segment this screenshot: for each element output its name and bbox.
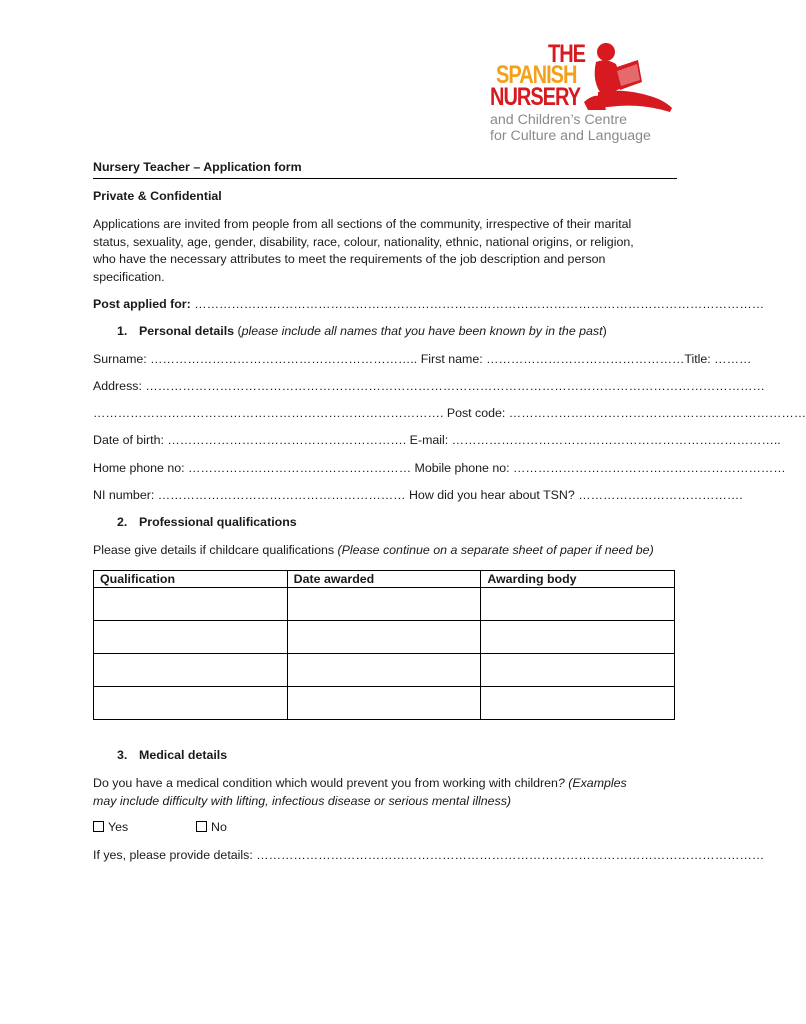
table-cell-date-awarded[interactable] bbox=[287, 588, 481, 621]
yes-option[interactable] bbox=[93, 820, 128, 834]
intro-line: Applications are invited from people from all sections of the community, irrespective of their marital bbox=[93, 217, 632, 231]
yes-label: Yes bbox=[108, 820, 129, 834]
section-number: 2. bbox=[117, 515, 128, 529]
section-number: 1. bbox=[117, 324, 128, 338]
medical-details-label: If yes, please provide details: bbox=[93, 848, 253, 862]
qualifications-instructions-note: (Please continue on a separate sheet of paper if need be) bbox=[337, 543, 654, 557]
section-note-close: ) bbox=[602, 324, 607, 338]
dob-email-row[interactable]: Date of birth: …………………………………………………. E-mail: …………………………………………………………………….. bbox=[93, 433, 781, 447]
logo-subtitle-line1: and Children’s Centre bbox=[490, 112, 627, 128]
intro-line: who have the necessary attributes to meet the requirements of the job description and person bbox=[93, 252, 606, 267]
section-medical-heading bbox=[117, 748, 227, 762]
column-header-date-awarded: Date awarded bbox=[287, 571, 481, 588]
qualifications-instructions-text: Please give details if childcare qualifications bbox=[93, 543, 338, 557]
table-cell-qualification[interactable] bbox=[94, 621, 288, 654]
section-title: Personal details bbox=[139, 324, 235, 338]
no-option[interactable] bbox=[196, 820, 227, 834]
address-postcode-row[interactable]: …………………………………………………………………………. Post code: ……………………………………………………………… bbox=[93, 406, 806, 420]
spanish-nursery-logo bbox=[488, 42, 678, 146]
intro-line: specification. bbox=[93, 269, 165, 284]
name-fields-row[interactable]: Surname: ……………………………………………………….. First name: …………………………………………Title: ……… bbox=[93, 352, 752, 366]
section-title: Professional qualifications bbox=[139, 515, 297, 529]
table-cell-awarding-body[interactable] bbox=[481, 588, 675, 621]
confidential-label: Private & Confidential bbox=[93, 189, 222, 203]
column-header-qualification: Qualification bbox=[94, 571, 288, 588]
medical-details-field[interactable] bbox=[93, 848, 765, 862]
table-cell-awarding-body[interactable] bbox=[481, 654, 675, 687]
ni-referral-row[interactable]: NI number: …………………………………………………… How did you hear about TSN? …………………………………. bbox=[93, 488, 743, 502]
column-header-awarding-body: Awarding body bbox=[481, 571, 675, 588]
table-cell-qualification[interactable] bbox=[94, 654, 288, 687]
table-row bbox=[94, 621, 675, 654]
post-applied-dots: ………………………………………………………………………………………………………………………… bbox=[190, 297, 765, 311]
no-label: No bbox=[211, 820, 227, 834]
post-applied-label: Post applied for: bbox=[93, 297, 191, 311]
address-field-line1[interactable]: Address: …………………………………………………………………………………………………………………………………… bbox=[93, 379, 765, 393]
medical-question bbox=[93, 775, 683, 810]
section-note-open: ( bbox=[234, 324, 242, 338]
intro-paragraph bbox=[93, 216, 683, 286]
table-cell-qualification[interactable] bbox=[94, 687, 288, 720]
table-cell-awarding-body[interactable] bbox=[481, 621, 675, 654]
table-row bbox=[94, 654, 675, 687]
table-cell-date-awarded[interactable] bbox=[287, 654, 481, 687]
post-applied-field[interactable] bbox=[93, 297, 765, 311]
child-reading-icon bbox=[584, 42, 676, 112]
table-cell-awarding-body[interactable] bbox=[481, 687, 675, 720]
logo-word-spanish: SPANISH bbox=[496, 61, 577, 90]
table-cell-qualification[interactable] bbox=[94, 588, 288, 621]
medical-question-examples: ? (Examples bbox=[557, 776, 627, 790]
qualifications-instructions bbox=[93, 543, 654, 557]
medical-question-line1 bbox=[93, 775, 683, 793]
title-divider bbox=[93, 178, 677, 179]
intro-line: status, sexuality, age, gender, disability, race, colour, nationality, ethnic, national origins, or religion, bbox=[93, 234, 634, 249]
form-title: Nursery Teacher – Application form bbox=[93, 160, 302, 174]
logo-word-the: THE bbox=[548, 40, 585, 69]
yes-checkbox[interactable] bbox=[93, 821, 104, 832]
table-cell-date-awarded[interactable] bbox=[287, 687, 481, 720]
section-personal-details-heading bbox=[117, 324, 607, 338]
table-row bbox=[94, 687, 675, 720]
logo-word-nursery: NURSERY bbox=[490, 83, 581, 112]
table-row bbox=[94, 588, 675, 621]
phone-fields-row[interactable]: Home phone no: ……………………………………………… Mobile phone no: ………………………………………………………… bbox=[93, 461, 786, 475]
logo-subtitle-line2: for Culture and Language bbox=[490, 128, 651, 144]
qualifications-table bbox=[93, 570, 675, 720]
section-number: 3. bbox=[117, 748, 128, 762]
section-title: Medical details bbox=[139, 748, 228, 762]
section-qualifications-heading bbox=[117, 515, 297, 529]
table-header-row bbox=[94, 571, 675, 588]
no-checkbox[interactable] bbox=[196, 821, 207, 832]
section-note: please include all names that you have been known by in the past bbox=[241, 324, 603, 338]
medical-question-text: Do you have a medical condition which would prevent you from working with children bbox=[93, 776, 558, 790]
medical-question-line2: may include difficulty with lifting, infectious disease or serious mental illness) bbox=[93, 793, 512, 808]
medical-details-dots: …………………………………………………………………………………………………………… bbox=[252, 848, 765, 862]
table-cell-date-awarded[interactable] bbox=[287, 621, 481, 654]
